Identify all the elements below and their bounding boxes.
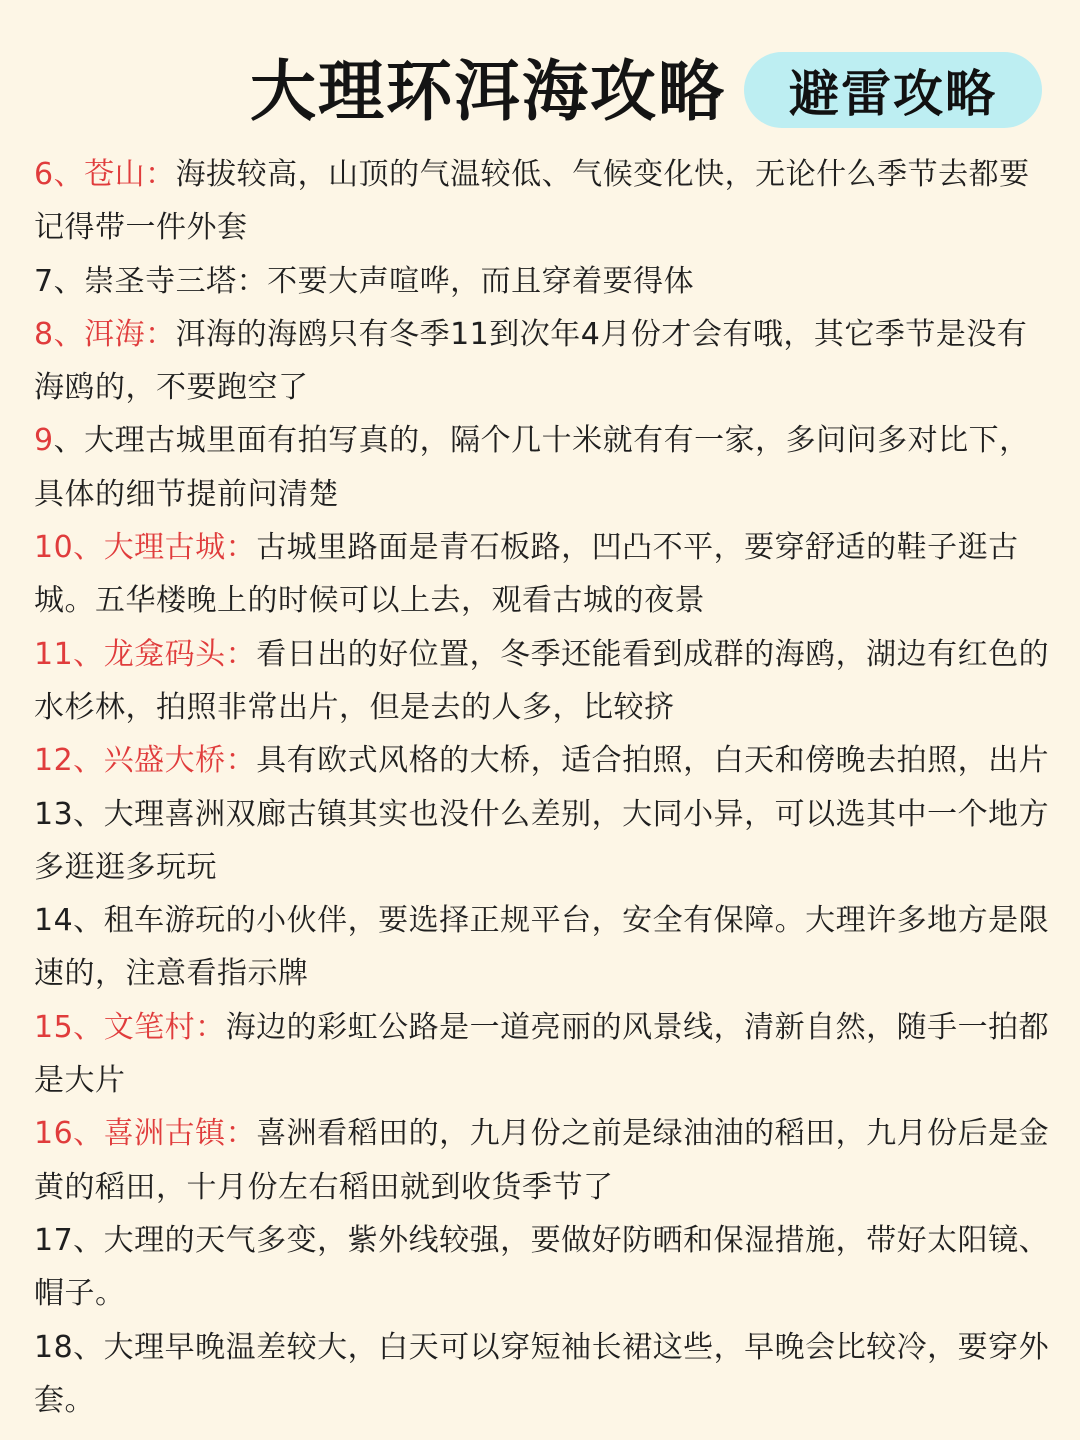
page-title: 大理环洱海攻略 — [250, 53, 726, 130]
list-item — [34, 734, 1050, 787]
item-number: 10、 — [34, 530, 104, 566]
item-text: 看日出的好位置，冬季还能看到成群的海鸥，湖边有红色的水杉林，拍照非常出片，但是去的人多，比较挤 — [34, 636, 1050, 725]
header — [0, 0, 1080, 140]
item-number: 8、 — [34, 316, 85, 352]
item-number: 11、 — [34, 636, 104, 672]
item-text: 喜洲看稻田的，九月份之前是绿油油的稻田，九月份后是金黄的稻田，十月份左右稻田就到收货季节了 — [34, 1116, 1050, 1205]
item-place: 文笔村： — [103, 1009, 226, 1045]
item-text: 海边的彩虹公路是一道亮丽的风景线，清新自然，随手一拍都是大片 — [34, 1009, 1050, 1099]
list-item — [34, 521, 1050, 628]
item-number: 6、 — [34, 157, 85, 192]
item-text: 海拔较高，山顶的气温较低、气候变化快，无论什么季节去都要记得带一件外套 — [34, 157, 1030, 246]
item-text: 13、大理喜洲双廊古镇其实也没什么差别，大同小异，可以选其中一个地方多逛逛多玩玩 — [34, 796, 1050, 885]
list-item — [34, 894, 1050, 1001]
list-item — [34, 628, 1050, 735]
item-number: 12、 — [34, 743, 104, 779]
list-item — [34, 414, 1050, 521]
list-item — [34, 1001, 1050, 1108]
item-number: 15、 — [34, 1009, 104, 1045]
list-item — [34, 1321, 1050, 1428]
list-item — [34, 1107, 1050, 1214]
list-item — [34, 1214, 1050, 1321]
item-text: 洱海的海鸥只有冬季11到次年4月份才会有哦，其它季节是没有海鸥的，不要跑空了 — [34, 316, 1028, 406]
item-place: 喜洲古镇： — [103, 1116, 257, 1152]
list-item — [34, 255, 1050, 308]
list-item — [34, 148, 1050, 255]
tag-badge: 避雷攻略 — [744, 52, 1042, 128]
list-item — [34, 308, 1050, 415]
item-place: 大理古城： — [103, 530, 257, 566]
item-text: 古城里路面是青石板路，凹凸不平，要穿舒适的鞋子逛古城。五华楼晚上的时候可以上去，观看古城的夜景 — [34, 530, 1019, 619]
item-place: 龙龛码头： — [103, 636, 257, 672]
item-place: 兴盛大桥： — [103, 743, 257, 779]
item-number: 16、 — [34, 1116, 104, 1152]
item-text: 17、大理的天气多变，紫外线较强，要做好防晒和保湿措施，带好太阳镜、帽子。 — [34, 1222, 1050, 1312]
item-text: 具有欧式风格的大桥，适合拍照，白天和傍晚去拍照，出片 — [256, 743, 1050, 779]
item-place: 苍山： — [84, 157, 176, 192]
item-text: 18、大理早晚温差较大，白天可以穿短袖长裙这些，早晚会比较冷，要穿外套。 — [34, 1329, 1050, 1418]
item-text: 7、崇圣寺三塔：不要大声喧哗，而且穿着要得体 — [34, 263, 695, 299]
item-text: 14、租车游玩的小伙伴，要选择正规平台，安全有保障。大理许多地方是限速的，注意看指示牌 — [34, 903, 1050, 992]
item-number: 9 — [34, 423, 54, 459]
list-item — [34, 788, 1050, 895]
tips-list — [34, 148, 1050, 1427]
item-place: 洱海： — [84, 316, 176, 352]
item-text: 、大理古城里面有拍写真的，隔个几十米就有有一家，多问问多对比下，具体的细节提前问清楚 — [34, 423, 1030, 512]
